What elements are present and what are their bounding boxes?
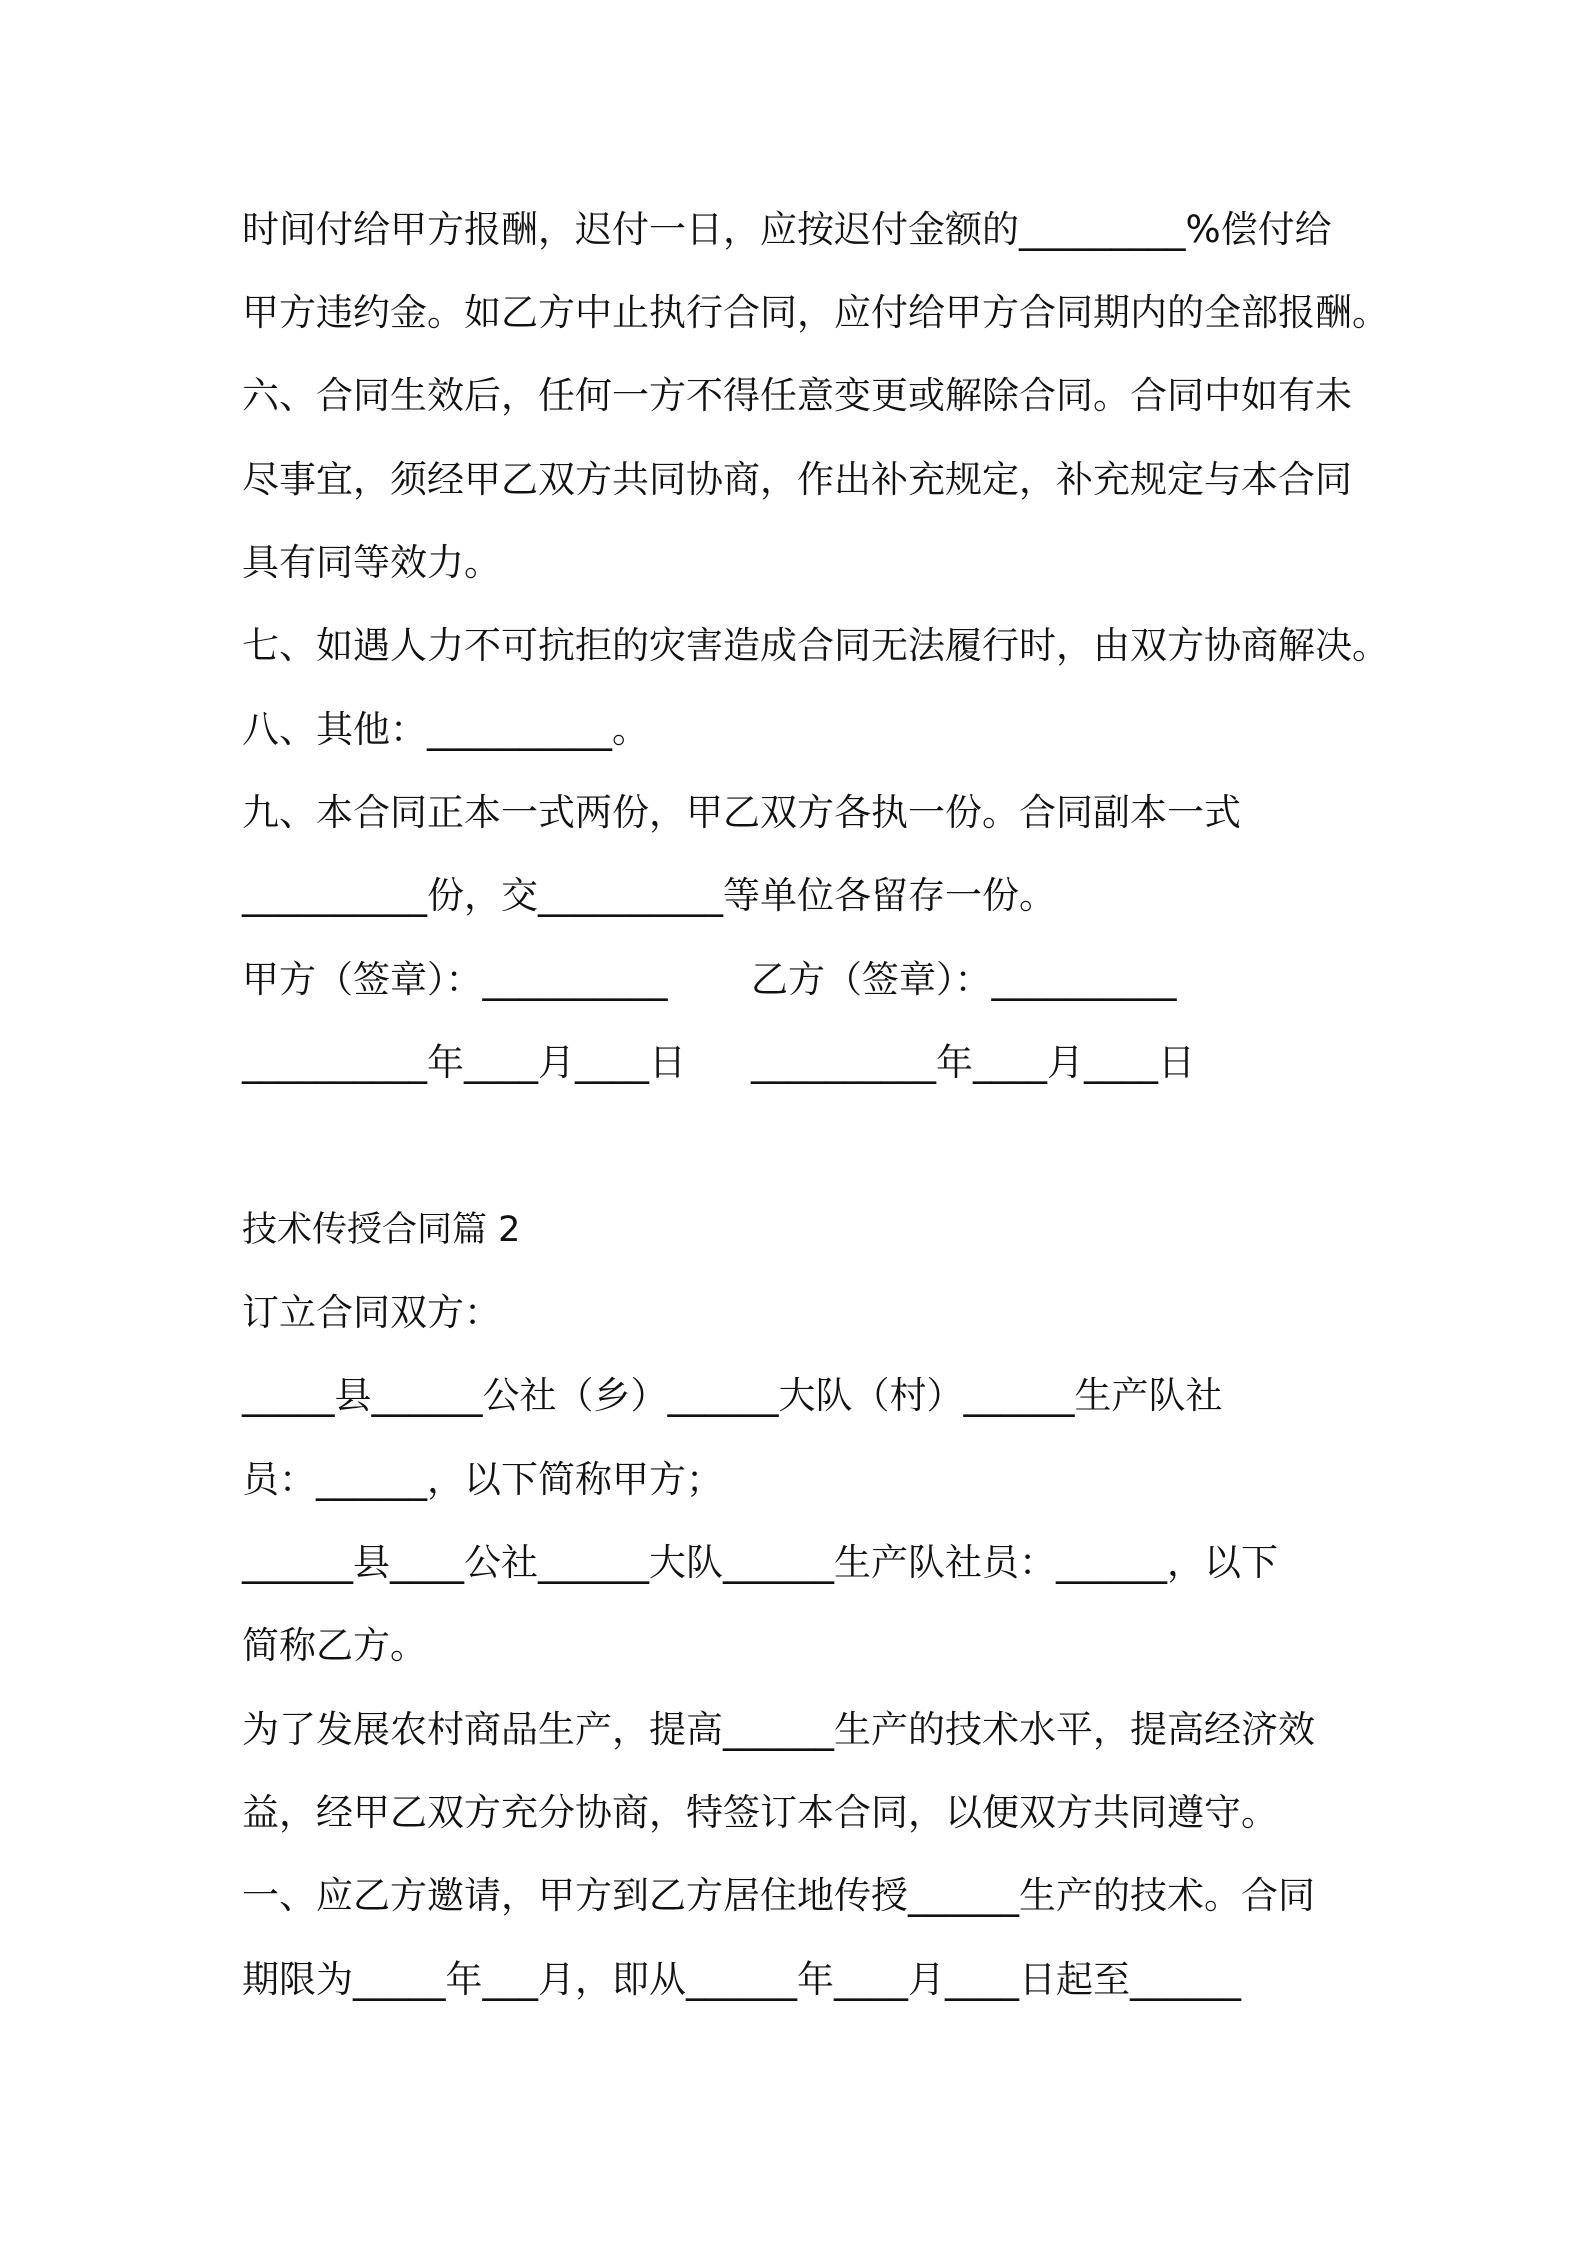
paragraph-line: 七、如遇人力不可抗拒的灾害造成合同无法履行时，由双方协商解决。 [242, 624, 1389, 667]
paragraph-line: 尽事宜，须经甲乙双方共同协商，作出补充规定，补充规定与本合同 [242, 458, 1352, 501]
paragraph-line: __________份，交__________等单位各留存一份。 [242, 874, 1056, 917]
party-b-signature: 乙方（签章）：__________ [751, 958, 1177, 1001]
party-a-date: __________年____月____日 [242, 1041, 686, 1084]
paragraph-line: 订立合同双方： [242, 1291, 501, 1334]
paragraph-line: 简称乙方。 [242, 1624, 427, 1667]
paragraph-line: 员：______，以下简称甲方； [242, 1458, 723, 1501]
paragraph-line: ______县____公社______大队______生产队社员：______，以下 [242, 1541, 1278, 1584]
paragraph-line: 期限为_____年___月，即从______年____月____日起至______ [242, 1958, 1241, 2001]
party-b-date: __________年____月____日 [751, 1041, 1195, 1084]
paragraph-line: 具有同等效力。 [242, 541, 501, 584]
paragraph-line: 六、合同生效后，任何一方不得任意变更或解除合同。合同中如有未 [242, 374, 1352, 417]
party-a-signature: 甲方（签章）：__________ [242, 958, 668, 1001]
paragraph-line: 时间付给甲方报酬，迟付一日，应按迟付金额的_________%偿付给 [242, 208, 1332, 251]
paragraph-line: 八、其他：__________。 [242, 708, 649, 751]
paragraph-line: 益，经甲乙双方充分协商，特签订本合同，以便双方共同遵守。 [242, 1791, 1278, 1834]
paragraph-line: 为了发展农村商品生产，提高______生产的技术水平，提高经济效 [242, 1708, 1315, 1751]
section-title: 技术传授合同篇 2 [242, 1210, 521, 1250]
paragraph-line: 一、应乙方邀请，甲方到乙方居住地传授______生产的技术。合同 [242, 1874, 1315, 1917]
paragraph-line: _____县______公社（乡）______大队（村）______生产队社 [242, 1374, 1223, 1417]
paragraph-line: 甲方违约金。如乙方中止执行合同，应付给甲方合同期内的全部报酬。 [242, 291, 1389, 334]
paragraph-line: 九、本合同正本一式两份，甲乙双方各执一份。合同副本一式 [242, 791, 1241, 834]
